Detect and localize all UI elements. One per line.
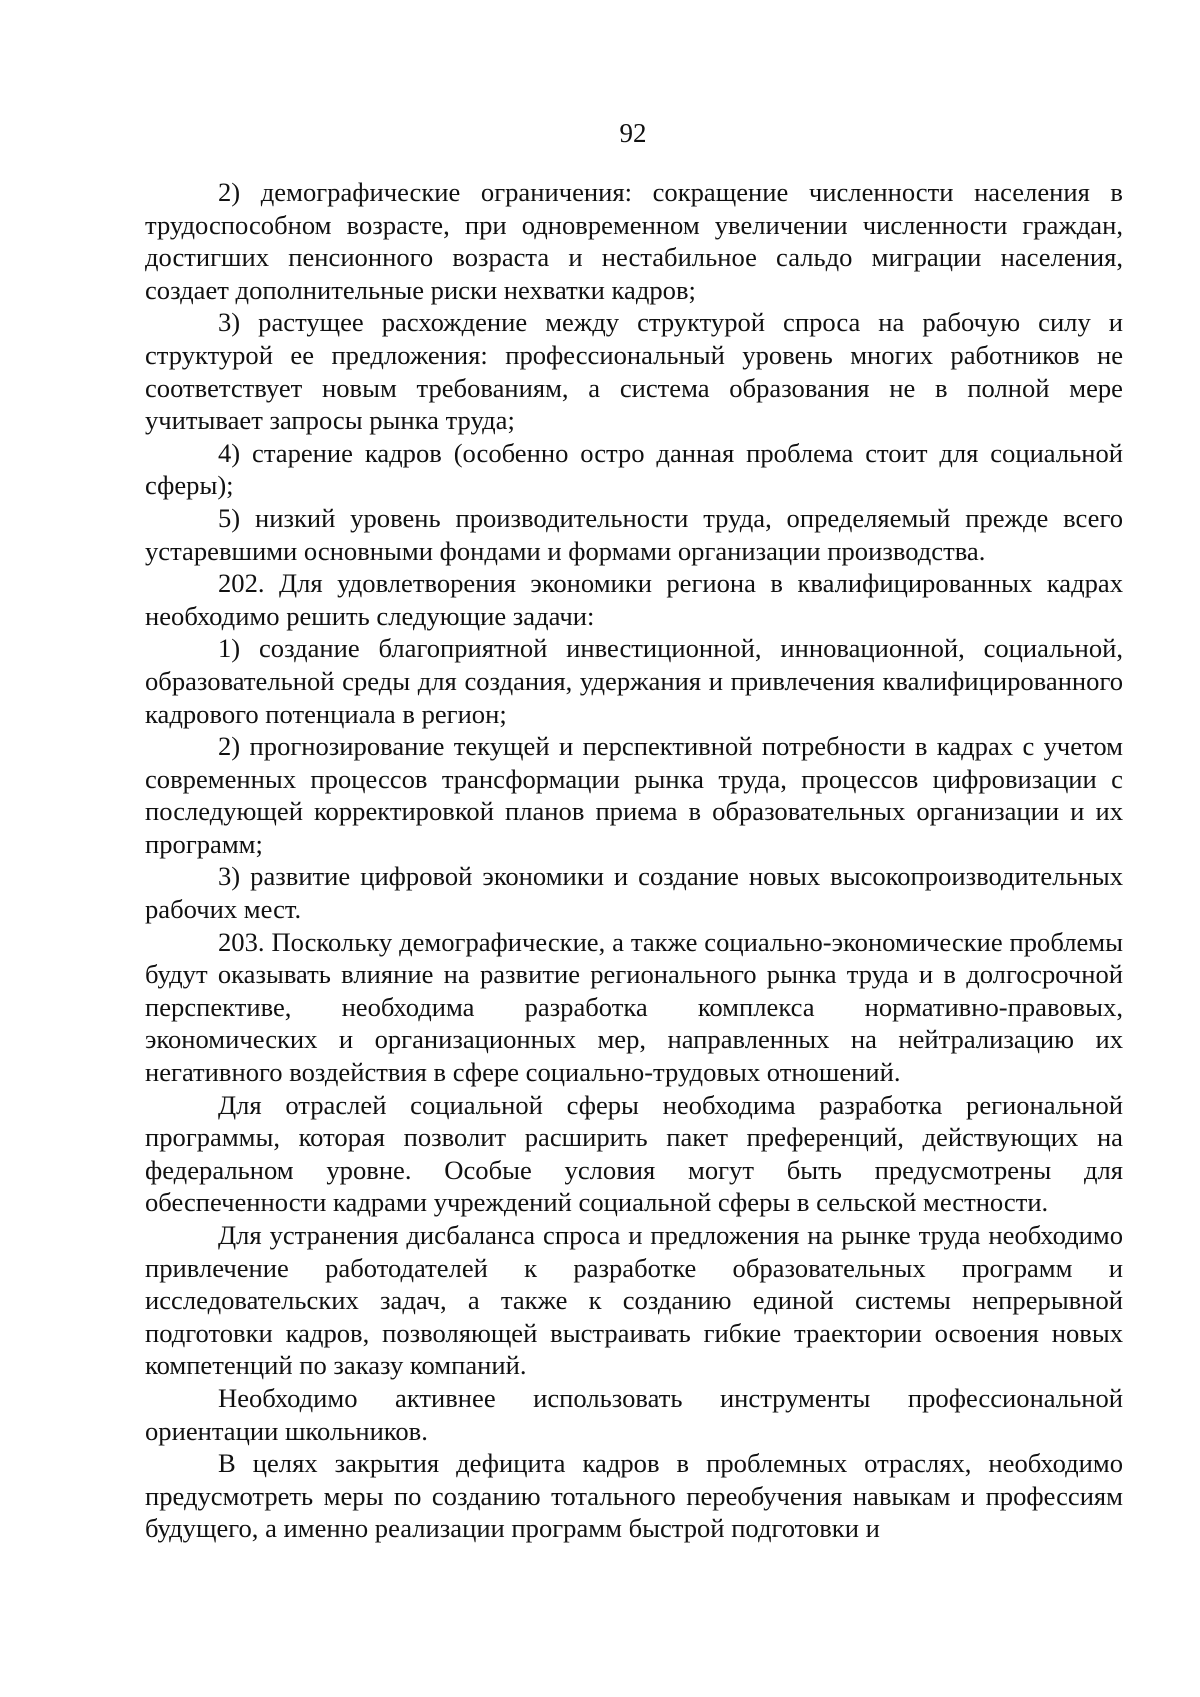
paragraph-item-5-productivity: 5) низкий уровень производительности труда, определяемый прежде всего устаревшими основными фондами и формами организации производства.: [145, 502, 1123, 566]
paragraph-task-1: 1) создание благоприятной инвестиционной, инновационной, социальной, образовательной среды для создания, удержания и привлечения квалифицированного кадрового потенциала в регион;: [145, 633, 1123, 729]
paragraph-item-3-demand-supply: 3) растущее расхождение между структурой спроса на рабочую силу и структурой ее предложения: профессиональный уровень многих работников не соответствует новым требованиям, а система образования не в полной мере учитывает запросы рынка труда;: [145, 307, 1123, 436]
page-number: 92: [619, 118, 647, 148]
paragraph-task-2: 2) прогнозирование текущей и перспективной потребности в кадрах с учетом современных процессов трансформации рынка труда, процессов цифровизации с последующей корректировкой планов приема в образовательных организации и их программ;: [145, 731, 1123, 859]
paragraph-item-4-aging: 4) старение кадров (особенно остро данная проблема стоит для социальной сферы);: [145, 437, 1123, 501]
paragraph-labor-market-imbalance: Для устранения дисбаланса спроса и предложения на рынке труда необходимо привлечение работодателей к разработке образовательных программ и исследовательских задач, а также к созданию единой системы непрерывной подготовки кадров, позволяющей выстраивать гибкие траектории освоения новых компетенций по заказу компаний.: [145, 1220, 1123, 1381]
paragraph-item-2-demographic: 2) демографические ограничения: сокращение численности населения в трудоспособном возрасте, при одновременном увеличении численности граждан, достигших пенсионного возраста и нестабильное сальдо миграции населения, создает дополнительные риски нехватки кадров;: [145, 177, 1123, 305]
paragraph-social-sphere: Для отраслей социальной сферы необходима разработка региональной программы, которая позволит расширить пакет преференций, действующих на федеральном уровне. Особые условия могут быть предусмотрены для обеспеченности кадрами учреждений социальной сферы в сельской местности.: [145, 1089, 1123, 1218]
paragraph-career-guidance: Необходимо активнее использовать инструменты профессиональной ориентации школьников.: [145, 1382, 1123, 1446]
paragraph-task-3: 3) развитие цифровой экономики и создание новых высокопроизводительных рабочих мест.: [145, 861, 1123, 925]
paragraph-section-203: 203. Поскольку демографические, а также социально-экономические проблемы будут оказывать влияние на развитие регионального рынка труда и в долгосрочной перспективе, необходима разработка комплекса нормативно-правовых, экономических и организационных мер, направленных на нейтрализацию их негативного воздействия в сфере социально-трудовых отношений.: [145, 926, 1123, 1088]
paragraph-retraining: В целях закрытия дефицита кадров в проблемных отраслях, необходимо предусмотреть меры по созданию тотального переобучения навыкам и профессиям будущего, а именно реализации программ быстрой подготовки и: [145, 1448, 1123, 1544]
document-body: [145, 176, 1123, 1545]
paragraph-section-202: 202. Для удовлетворения экономики региона в квалифицированных кадрах необходимо решить следующие задачи:: [145, 568, 1123, 631]
